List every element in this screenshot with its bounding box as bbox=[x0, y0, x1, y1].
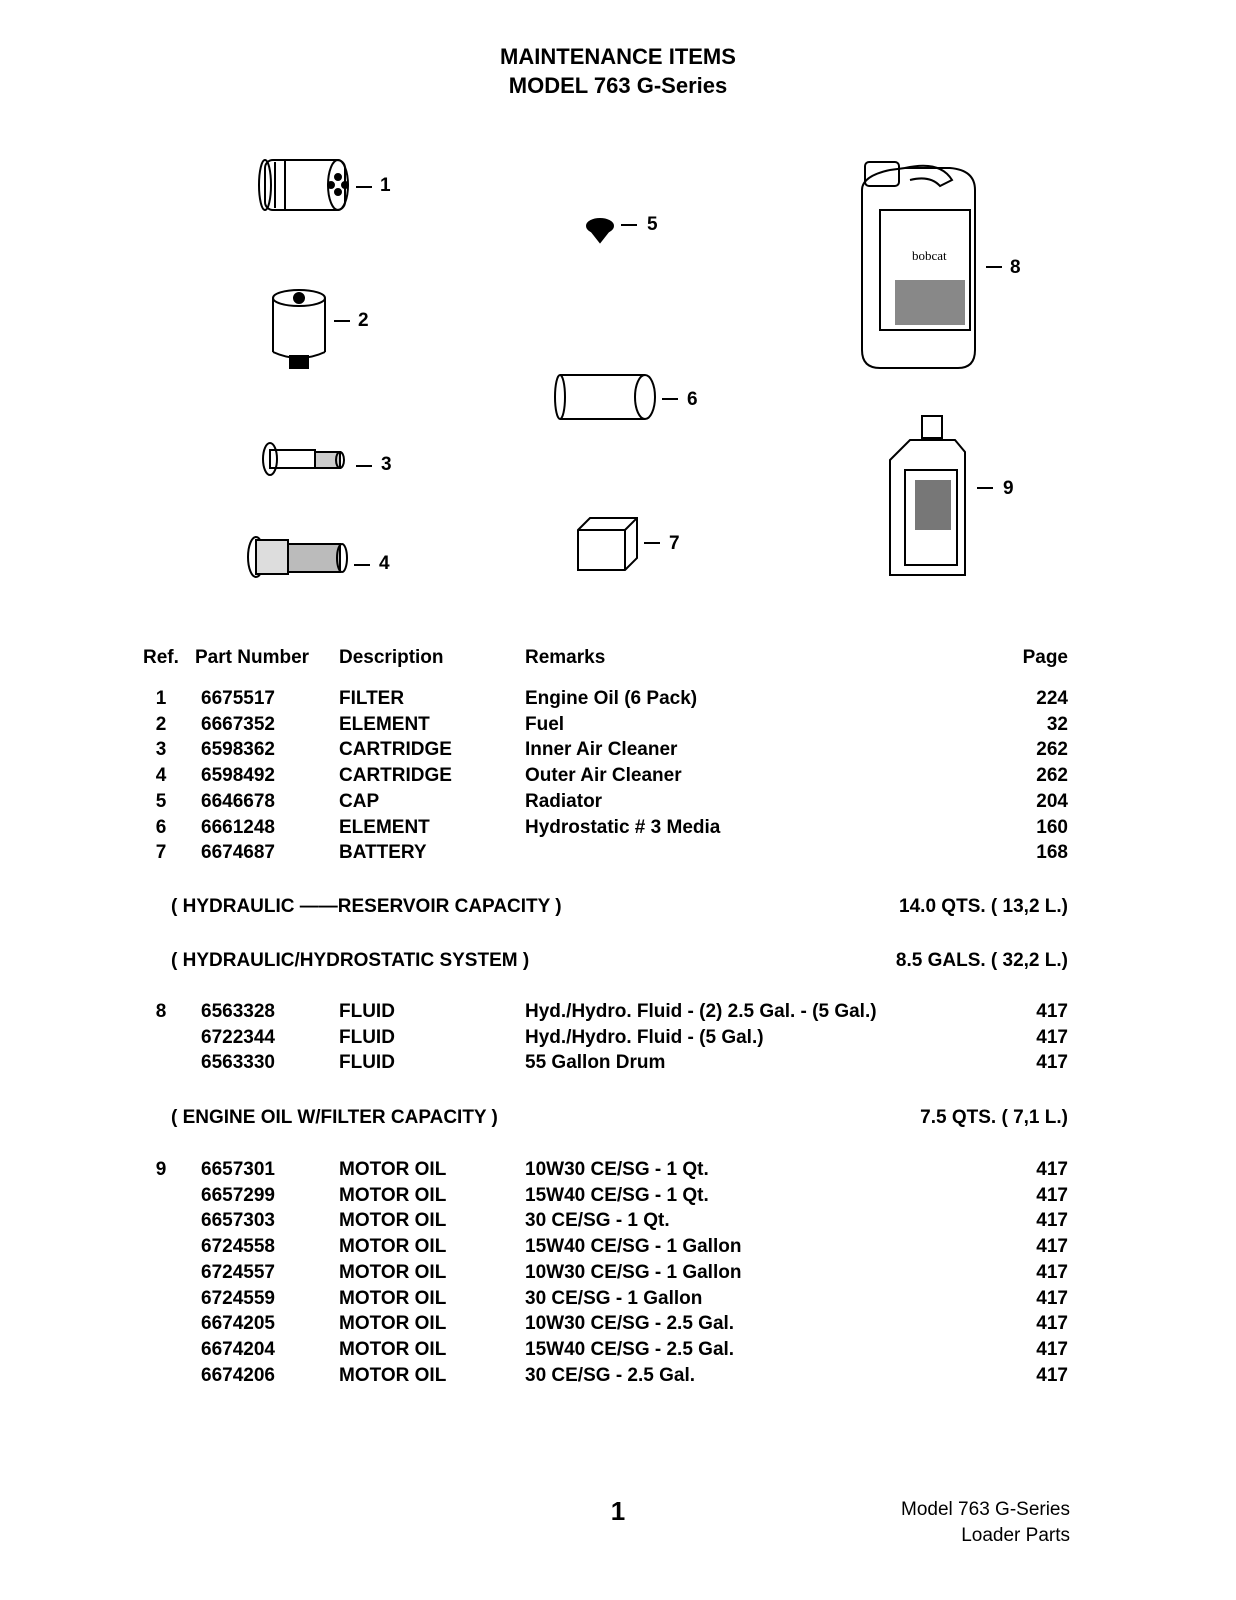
part-number-cell: 6722344 bbox=[201, 1026, 275, 1048]
remarks-cell: 10W30 CE/SG - 2.5 Gal. bbox=[525, 1313, 735, 1335]
page-cell: 417 bbox=[1036, 1338, 1068, 1360]
outer-cartridge-icon bbox=[248, 537, 347, 577]
capacity-label: ( ENGINE OIL W/FILTER CAPACITY ) bbox=[171, 1107, 498, 1128]
page-subtitle: MODEL 763 G-Series bbox=[508, 73, 728, 98]
table-row bbox=[0, 739, 1236, 763]
part-number-cell: 6674205 bbox=[201, 1313, 275, 1335]
part-number-cell: 6724557 bbox=[201, 1261, 275, 1283]
remarks-cell: 30 CE/SG - 2.5 Gal. bbox=[525, 1364, 696, 1386]
table-row bbox=[0, 1159, 1236, 1183]
page-cell: 204 bbox=[1036, 790, 1068, 812]
hydrostatic-element-icon bbox=[555, 375, 655, 419]
page-cell: 32 bbox=[1046, 713, 1068, 735]
table-row bbox=[0, 1185, 1236, 1209]
ref-cell: 1 bbox=[155, 688, 167, 709]
page-cell: 224 bbox=[1036, 688, 1068, 709]
part-number-cell: 6667352 bbox=[201, 713, 275, 735]
remarks-cell: 10W30 CE/SG - 1 Gallon bbox=[525, 1261, 742, 1283]
oil-filter-icon bbox=[259, 160, 348, 210]
ref-cell: 4 bbox=[155, 765, 167, 787]
capacity-row-hydrostatic-system bbox=[0, 950, 1236, 974]
description-cell: CARTRIDGE bbox=[339, 765, 452, 787]
part-number-cell: 6657299 bbox=[201, 1184, 275, 1206]
part-number-cell: 6661248 bbox=[201, 816, 275, 838]
description-cell: MOTOR OIL bbox=[339, 1236, 447, 1258]
part-number-cell: 6657303 bbox=[201, 1210, 275, 1232]
description-cell: BATTERY bbox=[339, 842, 427, 864]
ref-cell: 9 bbox=[155, 1159, 167, 1180]
description-cell: FLUID bbox=[339, 1052, 395, 1074]
table-row bbox=[0, 791, 1236, 815]
table-row bbox=[0, 1339, 1236, 1363]
page-cell: 417 bbox=[1036, 1052, 1068, 1074]
remarks-cell: Hyd./Hydro. Fluid - (5 Gal.) bbox=[525, 1026, 764, 1048]
description-cell: ELEMENT bbox=[339, 713, 430, 735]
table-row bbox=[0, 1288, 1236, 1312]
part-number-cell: 6598362 bbox=[201, 739, 275, 761]
page-cell: 417 bbox=[1036, 1210, 1068, 1232]
description-cell: MOTOR OIL bbox=[339, 1159, 447, 1180]
inner-cartridge-icon bbox=[263, 443, 344, 475]
description-cell: CAP bbox=[339, 790, 380, 812]
page-cell: 417 bbox=[1036, 1364, 1068, 1386]
motor-oil-bottle-icon bbox=[890, 416, 965, 575]
table-row bbox=[0, 1236, 1236, 1260]
header-ref: Ref. bbox=[143, 647, 179, 668]
part-number-cell: 6675517 bbox=[201, 688, 275, 709]
page-cell: 417 bbox=[1036, 1159, 1068, 1180]
description-cell: FILTER bbox=[339, 688, 405, 709]
callout-1: 1 bbox=[380, 175, 391, 196]
header-remarks: Remarks bbox=[525, 647, 606, 668]
capacity-value: 7.5 QTS. ( 7,1 L.) bbox=[920, 1107, 1068, 1128]
page-cell: 417 bbox=[1036, 1026, 1068, 1048]
table-row bbox=[0, 765, 1236, 789]
header-page: Page bbox=[1022, 647, 1068, 668]
ref-cell: 2 bbox=[155, 713, 167, 735]
header-part-number: Part Number bbox=[195, 647, 310, 668]
page-cell: 417 bbox=[1036, 1184, 1068, 1206]
table-row bbox=[0, 714, 1236, 738]
battery-icon bbox=[578, 518, 637, 570]
page-cell: 262 bbox=[1036, 765, 1068, 787]
remarks-cell: 30 CE/SG - 1 Gallon bbox=[525, 1287, 703, 1309]
description-cell: MOTOR OIL bbox=[339, 1364, 447, 1386]
part-number-cell: 6674206 bbox=[201, 1364, 275, 1386]
parts-illustration bbox=[0, 0, 1236, 620]
remarks-cell: 55 Gallon Drum bbox=[525, 1052, 666, 1074]
capacity-value: 14.0 QTS. ( 13,2 L.) bbox=[899, 896, 1068, 917]
capacity-row-hydraulic-reservoir bbox=[0, 896, 1236, 920]
table-row bbox=[0, 1365, 1236, 1389]
callout-6: 6 bbox=[687, 389, 698, 410]
ref-cell: 6 bbox=[155, 816, 167, 838]
part-number-cell: 6724558 bbox=[201, 1236, 275, 1258]
page-title: MAINTENANCE ITEMS bbox=[500, 44, 736, 69]
part-number-cell: 6674204 bbox=[201, 1338, 275, 1360]
remarks-cell: Engine Oil (6 Pack) bbox=[525, 688, 698, 709]
remarks-cell: 15W40 CE/SG - 1 Qt. bbox=[525, 1184, 709, 1206]
ref-cell: 7 bbox=[155, 842, 167, 864]
page-cell: 417 bbox=[1036, 1236, 1068, 1258]
footer-model: Model 763 G-Series bbox=[901, 1499, 1070, 1520]
radiator-cap-icon bbox=[587, 219, 613, 242]
remarks-cell: 10W30 CE/SG - 1 Qt. bbox=[525, 1159, 709, 1180]
part-number-cell: 6657301 bbox=[201, 1159, 275, 1180]
ref-cell: 8 bbox=[155, 1001, 167, 1022]
ref-cell: 5 bbox=[155, 790, 167, 812]
fuel-element-icon bbox=[273, 290, 325, 368]
header-description: Description bbox=[339, 647, 444, 668]
remarks-cell: 30 CE/SG - 1 Qt. bbox=[525, 1210, 670, 1232]
footer-subtitle: Loader Parts bbox=[961, 1525, 1070, 1546]
part-number-cell: 6724559 bbox=[201, 1287, 275, 1309]
remarks-cell: Inner Air Cleaner bbox=[525, 739, 678, 761]
fluid-jug-icon bbox=[862, 162, 975, 368]
table-row bbox=[0, 1262, 1236, 1286]
remarks-cell: Outer Air Cleaner bbox=[525, 765, 682, 787]
capacity-label: ( HYDRAULIC ——RESERVOIR CAPACITY ) bbox=[171, 896, 562, 917]
description-cell: MOTOR OIL bbox=[339, 1184, 447, 1206]
callout-3: 3 bbox=[381, 454, 392, 475]
part-number-cell: 6674687 bbox=[201, 842, 275, 864]
description-cell: CARTRIDGE bbox=[339, 739, 452, 761]
page-cell: 417 bbox=[1036, 1001, 1068, 1022]
ref-cell: 3 bbox=[155, 739, 167, 761]
part-number-cell: 6563330 bbox=[201, 1052, 275, 1074]
description-cell: FLUID bbox=[339, 1001, 395, 1022]
description-cell: ELEMENT bbox=[339, 816, 430, 838]
description-cell: MOTOR OIL bbox=[339, 1313, 447, 1335]
page-cell: 262 bbox=[1036, 739, 1068, 761]
remarks-cell: 15W40 CE/SG - 1 Gallon bbox=[525, 1236, 742, 1258]
table-row bbox=[0, 1001, 1236, 1025]
remarks-cell: Radiator bbox=[525, 790, 603, 812]
table-row bbox=[0, 688, 1236, 712]
callout-8: 8 bbox=[1010, 257, 1021, 278]
part-number-cell: 6646678 bbox=[201, 790, 275, 812]
description-cell: MOTOR OIL bbox=[339, 1261, 447, 1283]
page-cell: 160 bbox=[1036, 816, 1068, 838]
callout-7: 7 bbox=[669, 533, 680, 554]
table-row bbox=[0, 1313, 1236, 1337]
description-cell: FLUID bbox=[339, 1026, 395, 1048]
page-cell: 417 bbox=[1036, 1261, 1068, 1283]
description-cell: MOTOR OIL bbox=[339, 1287, 447, 1309]
table-row bbox=[0, 817, 1236, 841]
page-cell: 168 bbox=[1036, 842, 1068, 864]
callout-4: 4 bbox=[379, 553, 390, 574]
table-row bbox=[0, 842, 1236, 866]
page-cell: 417 bbox=[1036, 1287, 1068, 1309]
callout-9: 9 bbox=[1003, 478, 1014, 499]
remarks-cell: Hyd./Hydro. Fluid - (2) 2.5 Gal. - (5 Gal.) bbox=[525, 1001, 877, 1022]
remarks-cell: Fuel bbox=[525, 713, 565, 735]
capacity-label: ( HYDRAULIC/HYDROSTATIC SYSTEM ) bbox=[171, 950, 530, 971]
callout-2: 2 bbox=[358, 310, 369, 331]
remarks-cell: Hydrostatic # 3 Media bbox=[525, 816, 721, 838]
description-cell: MOTOR OIL bbox=[339, 1210, 447, 1232]
remarks-cell: 15W40 CE/SG - 2.5 Gal. bbox=[525, 1338, 735, 1360]
table-row bbox=[0, 1210, 1236, 1234]
part-number-cell: 6563328 bbox=[201, 1001, 275, 1022]
svg-text:bobcat: bobcat bbox=[912, 248, 947, 263]
description-cell: MOTOR OIL bbox=[339, 1338, 447, 1360]
part-number-cell: 6598492 bbox=[201, 765, 275, 787]
table-header bbox=[0, 647, 1236, 671]
table-row bbox=[0, 1052, 1236, 1076]
page-cell: 417 bbox=[1036, 1313, 1068, 1335]
page-number: 1 bbox=[610, 1496, 626, 1526]
table-row bbox=[0, 1027, 1236, 1051]
callout-5: 5 bbox=[647, 214, 658, 235]
capacity-value: 8.5 GALS. ( 32,2 L.) bbox=[895, 950, 1068, 971]
capacity-row-engine-oil bbox=[0, 1107, 1236, 1131]
